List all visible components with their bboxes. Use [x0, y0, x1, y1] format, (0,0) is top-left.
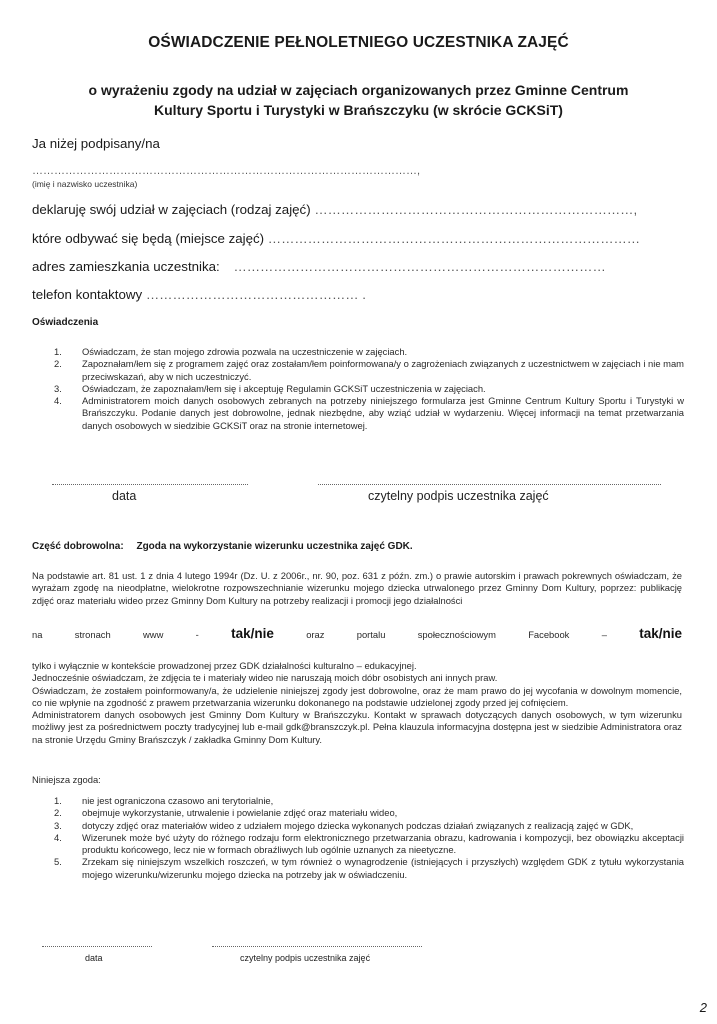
website-consent-choice[interactable]: tak/nie	[231, 626, 274, 641]
consent-item	[54, 832, 684, 857]
choice-word: społecznościowym	[417, 629, 496, 640]
statement-item	[54, 346, 684, 358]
phone-label: telefon kontaktowy	[32, 287, 143, 302]
document-subtitle	[0, 80, 717, 120]
participant-signature-line-2[interactable]	[212, 946, 422, 947]
statement-item	[54, 383, 684, 395]
statement-number: 1.	[54, 346, 62, 357]
page-number: 2	[699, 1000, 707, 1015]
consent-item	[54, 820, 684, 832]
address-field[interactable]: …………………………………………………………………………	[233, 259, 606, 274]
legal-paragraph: Na podstawie art. 81 ust. 1 z dnia 4 lutego 1994r (Dz. U. z 2006r., nr. 90, poz. 631 z późn. zm.) o prawie autorskim i prawach pokrewnych oświadczam, że wyrażam zgodę na nieodpłatne, wielokrotne rozpowszechnianie wizerunku mojego dziecka utrwalonego przez Gminny Dom Kultury, poprzez: publikację zdjęć oraz materiału wideo przez Gminny Dom Kultury na potrzeby realizacji i promocji jego działalności	[32, 570, 682, 606]
choice-word: na	[32, 629, 43, 640]
consent-text: obejmuje wykorzystanie, utrwalenie i powielanie zdjęć oraz materiału wideo,	[82, 807, 398, 819]
signature-label-2: czytelny podpis uczestnika zajęć	[240, 953, 371, 963]
place-row	[32, 231, 640, 246]
activity-field[interactable]: ………………………………………………………………,	[314, 202, 638, 217]
choice-word: -	[195, 629, 199, 640]
choice-word: –	[601, 629, 607, 640]
statement-number: 4.	[54, 395, 62, 407]
statements-heading: Oświadczenia	[32, 317, 99, 328]
activity-row	[32, 202, 637, 217]
statement-text: Oświadczam, że zapoznałam/łem się i akceptuję Regulamin GCKSiT uczestniczenia w zajęciach.	[82, 382, 486, 394]
address-label: adres zamieszkania uczestnika:	[32, 259, 220, 274]
statement-text: Administratorem moich danych osobowych zebranych na potrzeby niniejszego formularza jest Gminne Centrum Kultury Sportu i Turystyki w Brańszczyku. Podanie danych jest dobrowolne, jednak niezbędne, aby wziąć udział w wydarzeniu. Więcej informacji na temat przetwarzania danych osobowych w siedzibie GCKSiT oraz na stronie internetowej.	[82, 395, 684, 431]
subtitle-line-1: o wyrażeniu zgody na udział w zajęciach organizowanych przez Gminne Centrum	[88, 82, 629, 98]
choice-word: portalu	[356, 629, 386, 640]
participant-signature-line[interactable]	[318, 484, 661, 485]
document-title: OŚWIADCZENIE PEŁNOLETNIEGO UCZESTNIKA ZAJĘĆ	[148, 34, 569, 51]
subtitle-line-2: Kultury Sportu i Turystyki w Brańszczyku (w skrócie GCKSiT)	[154, 102, 563, 118]
place-field[interactable]: …………………………………………………………………………	[267, 231, 641, 246]
date-label: data	[112, 489, 137, 503]
consent-item	[54, 807, 684, 819]
date-signature-line[interactable]	[52, 484, 248, 485]
place-label: które odbywać się będą (miejsce zajęć)	[32, 231, 265, 246]
statement-number: 2.	[54, 358, 62, 370]
statement-number: 3.	[54, 382, 62, 394]
name-field[interactable]: ……………………………………………………………………………………………,	[32, 165, 421, 177]
name-hint: (imię i nazwisko uczestnika)	[32, 179, 138, 189]
choice-word: www	[143, 629, 164, 640]
statement-item	[54, 395, 684, 432]
signature-label: czytelny podpis uczestnika zajęć	[368, 489, 549, 503]
choice-word: oraz	[306, 629, 325, 640]
consent-item	[54, 795, 684, 807]
statements-list	[54, 346, 684, 432]
publication-choice-line	[32, 626, 682, 641]
consent-heading: Niniejsza zgoda:	[32, 774, 101, 785]
address-row	[32, 259, 606, 274]
consent-number: 1.	[54, 795, 62, 806]
consent-list	[54, 795, 684, 881]
statement-text: Zapoznałam/łem się z programem zajęć oraz zostałam/łem poinformowana/y o zagrożeniach związanych z uczestnictwem w zajęciach i nie mam przeciwskazań, aby w nich uczestniczyć.	[82, 358, 684, 382]
consent-number: 2.	[54, 807, 62, 819]
consent-text: Zrzekam się niniejszym wszelkich roszczeń, w tym również o wynagrodzenie (istniejących i przyszłych) względem GDK z tytułu wykorzystania mojego wizerunku/wizerunku mojego dziecka na potrzeby jak w oświadczeniu.	[82, 856, 684, 880]
withdrawal-paragraph: Oświadczam, że zostałem poinformowany/a, że udzielenie niniejszej zgody jest dobrowolne, oraz że mam prawo do jej wycofania w dowolnym momencie, co nie wpłynie na zgodność z prawem przetwarzania wizerunku dokonanego na podstawie udzielonej zgody przed jej cofnięciem.	[32, 684, 682, 708]
choice-word: stronach	[74, 629, 111, 640]
voluntary-heading: Zgoda na wykorzystanie wizerunku uczestnika zajęć GDK.	[136, 541, 413, 552]
intro-text: Ja niżej podpisany/na	[32, 136, 160, 151]
voluntary-label: Część dobrowolna:	[32, 541, 124, 552]
administrator-paragraph: Administratorem danych osobowych jest Gminny Dom Kultury w Brańszczyku. Kontakt w sprawach dotyczących danych osobowych, w tym wizerunku możliwy jest za pośrednictwem poczty tradycyjnej lub e-mail gdk@branszczyk.pl. Pełna klauzula informacyjna dostępna jest w siedzibie Administratora oraz na stronie Urzędu Gminy Brańszczyk / zakładka Gminny Dom Kultury.	[32, 709, 682, 745]
phone-field[interactable]: ………………………………………… .	[145, 287, 366, 302]
activity-label: deklaruję swój udział w zajęciach (rodzaj zajęć)	[32, 202, 311, 217]
consent-text: dotyczy zdjęć oraz materiałów wideo z udziałem mojego dziecka wykonanych podczas działań związanych z realizacją zajęć w GDK,	[82, 819, 634, 831]
date-label-2: data	[85, 953, 103, 963]
consent-text: nie jest ograniczona czasowo ani terytorialnie,	[82, 795, 274, 806]
statement-item	[54, 358, 684, 383]
consent-details	[32, 660, 682, 746]
voluntary-heading-row	[32, 541, 413, 552]
facebook-consent-choice[interactable]: tak/nie	[639, 626, 682, 641]
consent-item	[54, 856, 684, 881]
choice-word: Facebook	[528, 629, 570, 640]
consent-number: 5.	[54, 856, 62, 868]
date-signature-line-2[interactable]	[42, 946, 152, 947]
context-line: tylko i wyłącznie w kontekście prowadzonej przez GDK działalności kulturalno – edukacyjnej.	[32, 660, 417, 671]
consent-number: 4.	[54, 831, 62, 843]
consent-text: Wizerunek może być użyty do różnego rodzaju form elektronicznego przetwarzania obrazu, kadrowania i kompozycji, bez obowiązku akceptacji produktu końcowego, lecz nie w formach obraźliwych lub ogólnie uznanych za nieetyczne.	[82, 831, 684, 856]
consent-number: 3.	[54, 819, 62, 831]
statement-text: Oświadczam, że stan mojego zdrowia pozwala na uczestniczenie w zajęciach.	[82, 346, 408, 357]
phone-row	[32, 287, 366, 302]
rights-line: Jednocześnie oświadczam, że zdjęcia te i materiały wideo nie naruszają moich dóbr osobistych ani innych praw.	[32, 672, 498, 684]
